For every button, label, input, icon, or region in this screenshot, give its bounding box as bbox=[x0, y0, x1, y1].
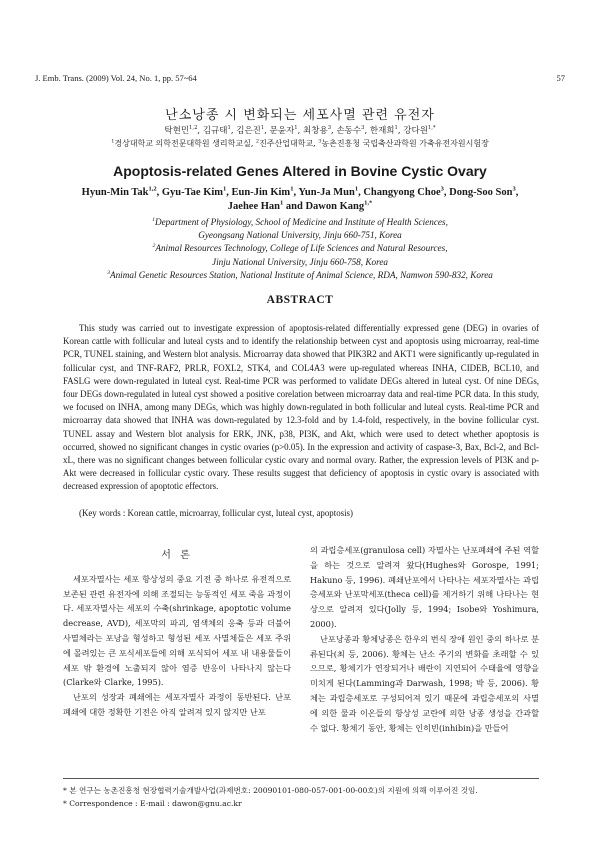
section-heading: 서 론 bbox=[161, 550, 193, 561]
affiliation-mark: 3 bbox=[107, 269, 110, 276]
footnote-divider bbox=[63, 778, 539, 779]
affiliation-line bbox=[30, 242, 570, 255]
author-affiliation-mark: 1 bbox=[294, 125, 298, 132]
author-name: Dawon Kang bbox=[305, 201, 365, 212]
author-affiliation-mark: 3 bbox=[440, 185, 444, 193]
keywords: (Key words : Korean cattle, microarray, follicular cyst, luteal cyst, apoptosis) bbox=[79, 508, 353, 518]
author-name: Dong-Soo Son bbox=[449, 187, 513, 198]
affiliation-text: Gyeongsang National University, Jinju 660-751, Korea bbox=[198, 230, 402, 241]
affiliation-mark: 1 bbox=[111, 138, 115, 145]
author-affiliation-mark: 1,* bbox=[427, 125, 436, 132]
english-title: Apoptosis-related Genes Altered in Bovine Cystic Ovary bbox=[113, 163, 487, 179]
affiliation-line bbox=[30, 256, 570, 269]
correspondence-footnote: * Correspondence : E-mail : dawon@gnu.ac.kr bbox=[63, 799, 242, 808]
author-name: 탁현민 bbox=[164, 126, 190, 136]
running-header bbox=[35, 73, 565, 83]
author-affiliation-mark: 1,2 bbox=[189, 125, 198, 132]
body-paragraph: 세포자멸사는 세포 항상성의 중요 기전 중 하나로 유전적으로 보존된 관련 유전자에 의해 조절되는 능동적인 세포 죽음 과정이다. 세포자멸사는 세포의 수축(shrinkage, apoptotic volume decrease, AVD), 세포막의 파괴, 염색체의 응축 등과 더불어 사멸체라는 포낭을 형성하고 형성된 세포 사멸체들은 세포 주위에 몰려있는 큰 포식세포들에 의해 포식되어 세포 내 내용물들이 세포 밖 환경에 노출되지 않아 염증 반응이 나타나지 않는다(Clarke와 Clarke, 1995). bbox=[63, 573, 291, 688]
author-name: 강다원 bbox=[403, 126, 428, 136]
author-name: Yun-Ja Mun bbox=[298, 187, 355, 198]
author-affiliation-mark: 3 bbox=[512, 185, 516, 193]
affiliation-line bbox=[30, 229, 570, 242]
affiliation-text: Animal Genetic Resources Station, National Institute of Animal Science, RDA, Namwon 590-832, Korea bbox=[109, 269, 493, 280]
author-line-1: Hyun-Min Tak$^{1,2}$, Gyu-Tae Kim$^1$, Eun-Jin Kim$^1$, Yun-Ja Mun$^1$, Changyong Choe$^3$, Dong-Soo Son$^3$, bbox=[81, 185, 519, 198]
author-name: 한재희 bbox=[369, 126, 395, 136]
author-name: 김규태 bbox=[202, 126, 228, 136]
author-affiliation-mark: 3 bbox=[361, 125, 365, 132]
affiliation-text: 진주산업대학교, bbox=[259, 139, 316, 148]
body-paragraph: 의 과립층세포(granulosa cell) 자멸사는 난포폐쇄에 주된 역할을 하는 것으로 알려져 왔다(Hughes와 Gorospe, 1991; Hakuno 등, 1996). 폐쇄난포에서 나타나는 세포자멸사는 과립층세포와 난포막세포(theca cell)를 제거하기 위해 나타나는 현상으로 알려져 있다(Jolly 등, 1994; Isobe와 Yoshimura, 2000). bbox=[310, 545, 539, 629]
korean-affiliations bbox=[0, 138, 600, 149]
body-column-right bbox=[310, 543, 539, 735]
affiliation-line bbox=[30, 216, 570, 229]
affiliation-text: Department of Physiology, School of Medicine and Institute of Health Sciences, bbox=[154, 217, 448, 227]
author-affiliation-mark: 1 bbox=[290, 185, 294, 193]
english-affiliations bbox=[30, 216, 570, 282]
korean-authors: 탁현민$^{1,2}$, 김규태$^1$, 김은진$^1$, 문윤자$^1$, 최창용$^3$, 손동수$^3$, 한재희$^1$, 강다원$^{1,*}$ bbox=[164, 125, 436, 136]
footnotes bbox=[63, 784, 539, 810]
author-name: Eun-Jin Kim bbox=[231, 187, 291, 198]
affiliation-mark: 1 bbox=[152, 216, 155, 223]
journal-citation: J. Emb. Trans. (2009) Vol. 24, No. 1, pp. 57~64 bbox=[35, 73, 197, 83]
affiliation-line bbox=[30, 269, 570, 282]
affiliation-text: 농촌진흥청 국립축산과학원 가축유전자원시험장 bbox=[321, 139, 489, 148]
affiliation-text: Animal Resources Technology, College of Life Sciences and Natural Resources, bbox=[155, 243, 448, 254]
author-affiliation-mark: 1 bbox=[354, 185, 359, 193]
body-column-left bbox=[63, 543, 291, 720]
korean-title: 난소낭종 시 변화되는 세포사멸 관련 유전자 bbox=[165, 108, 435, 123]
author-affiliation-mark: 1 bbox=[223, 185, 227, 193]
author-affiliation-mark: 1 bbox=[260, 125, 265, 132]
author-affiliation-mark: 1 bbox=[394, 125, 398, 132]
author-name: Changyong Choe bbox=[363, 187, 441, 198]
body-paragraph: 난포의 성장과 폐쇄에는 세포자멸사 과정이 동반된다. 난포 폐쇄에 대한 정확한 기전은 아직 알려져 있지 않지만 난포 bbox=[63, 692, 291, 717]
author-affiliation-mark: 1 bbox=[280, 199, 284, 207]
author-affiliation-mark: 1 bbox=[227, 125, 231, 132]
affiliation-mark: 2 bbox=[152, 243, 156, 250]
author-name: 손동수 bbox=[336, 126, 362, 136]
affiliation-mark: 2 bbox=[255, 138, 260, 145]
author-name: 최창용 bbox=[303, 126, 328, 136]
and-word: and bbox=[285, 201, 303, 212]
english-authors bbox=[60, 186, 540, 214]
abstract-text: This study was carried out to investigate expression of apoptosis-related differentially expressed gene (DEG) in ovaries of Korean cattle with follicular and luteal cysts and to identify the relationship between cyst and apoptosis using microarray, real-time PCR, TUNEL staining, and Western blot analysis. Microarray data showed that PIK3R2 and AKT1 were significantly up-regulated in follicular cyst, and TNF-RAF2, PRLR, FOXL2, STK4, and COL4A3 were up-regulated whereas INHA, CIDEB, BCL10, and FASLG were down-regulated in luteal cyst. Real-time PCR was performed to validate DEGs altered in luteal cyst. Of nine DEGs, four DEGs down-regulated in luteal cyst showed a positive corelation between microarray data and real-time PCR data. In this study, we focused on INHA, among many DEGs, which was highly down-regulated in both follicular and luteal cysts. Real-time PCR and microarray data showed that INHA was down-regulated by 12.3-fold and by 1.4-fold, respectively, in the bovine follicular cyst. TUNEL assay and Western blot analysis for ERK, JNK, p38, PI3K, and Akt, which were used to detect whether apoptosis is occurred, showed no significant changes in cystic ovaries (p>0.05). In the expression and activity of caspase-3, Bax, Bcl-2, and Bcl-xL, there was no significant changes between follicular cystic ovary and normal ovary. Rather, the expression levels of PI3K and p-Akt were decreased in follicular cystic ovary. These results suggest that deficiency of apoptosis in cystic ovary is associated with decreased expression of apoptotic effectors. bbox=[63, 323, 539, 492]
author-name: 문윤자 bbox=[269, 126, 295, 136]
body-paragraph: 난포낭종과 황체낭종은 한우의 번식 장애 원인 중의 하나로 분류된다(최 등, 2006). 황체는 난소 주기의 변화를 초래할 수 있으므로, 황체기가 연장되거나 배란이 지연되어 수태율에 영향을 미치게 된다(Lamming과 Darwash, 1998; 박 등, 2006). 황체는 과립층세포로 구성되어져 있기 때문에 과립층세포의 사멸에 의한 물과 이온들의 항상성 교란에 의한 낭종 생성을 간과할 수 없다. 황체기 동안, 황체는 인히빈(inhibin)을 만들어 bbox=[310, 633, 539, 733]
author-affiliation-mark: 3 bbox=[327, 125, 332, 132]
affiliation-mark: 3 bbox=[318, 138, 322, 145]
author-affiliation-mark: 1,2 bbox=[148, 185, 157, 193]
author-name: 김은진 bbox=[236, 126, 261, 136]
author-name: Gyu-Tae Kim bbox=[161, 187, 224, 198]
page-number: 57 bbox=[556, 73, 565, 83]
funding-footnote: * 본 연구는 농촌진흥청 현장협력기술개발사업(과제번호: 20090101-080-057-001-00-00호)의 지원에 의해 이루어진 것임. bbox=[63, 786, 478, 795]
affiliation-text: 경상대학교 의학전문대학원 생리학교실, bbox=[114, 139, 254, 148]
author-affiliation-mark: 1,* bbox=[364, 199, 373, 207]
author-name: Jaehee Han bbox=[227, 201, 280, 212]
author-name: Hyun-Min Tak bbox=[81, 187, 149, 198]
author-line-2 bbox=[60, 200, 540, 214]
affiliation-text: Jinju National University, Jinju 660-758, Korea bbox=[212, 256, 388, 267]
abstract-heading: ABSTRACT bbox=[266, 294, 334, 306]
